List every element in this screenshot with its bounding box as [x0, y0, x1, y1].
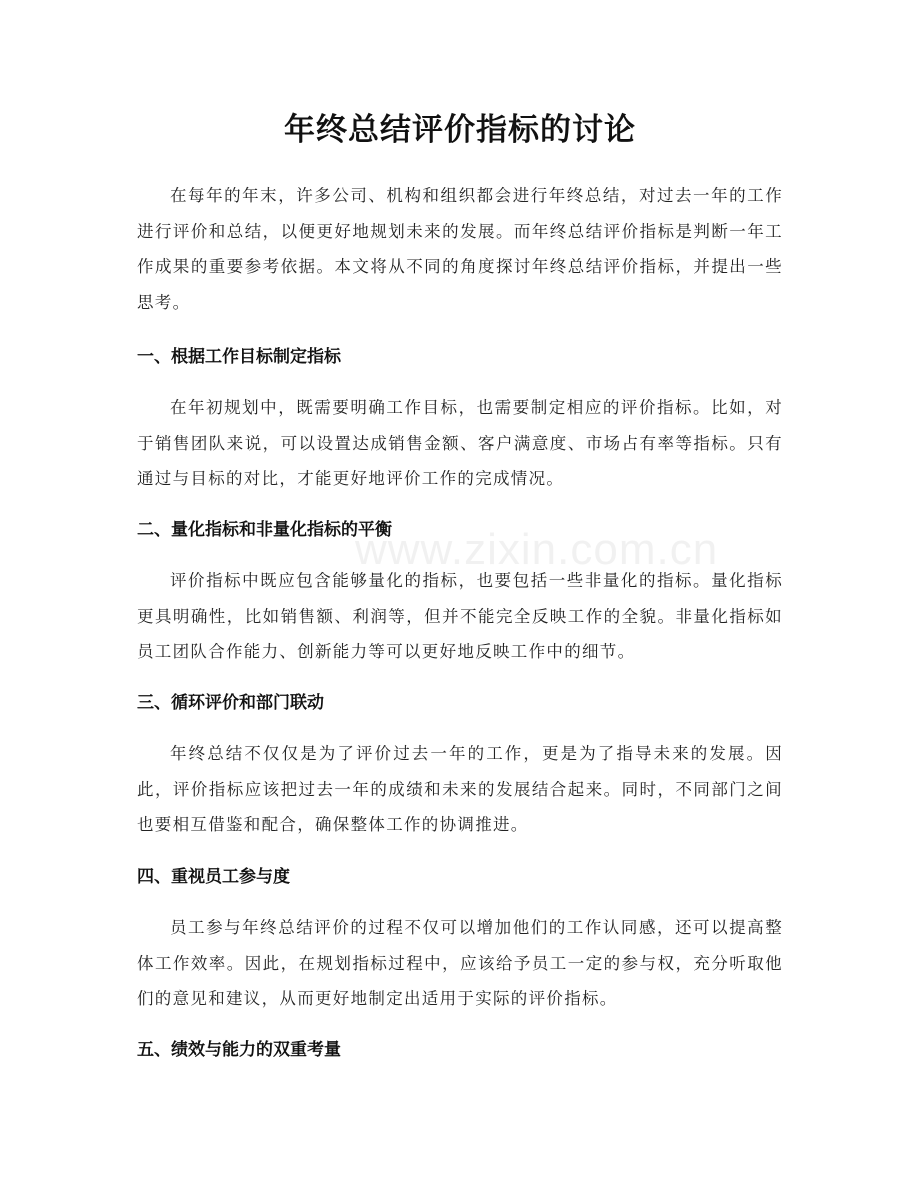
section-heading-2: 二、量化指标和非量化指标的平衡	[137, 520, 392, 540]
section-heading-4: 四、重视员工参与度	[137, 867, 290, 887]
section-body-2: 评价指标中既应包含能够量化的指标，也要包括一些非量化的指标。量化指标更具明确性，比如销售额、利润等，但并不能完全反映工作的全貌。非量化指标如员工团队合作能力、创新能力等可以更好地反映工作中的细节。	[137, 571, 783, 661]
section-body-3: 年终总结不仅仅是为了评价过去一年的工作，更是为了指导未来的发展。因此，评价指标应该把过去一年的成绩和未来的发展结合起来。同时，不同部门之间也要相互借鉴和配合，确保整体工作的协调推进。	[137, 744, 783, 834]
section-heading-3: 三、循环评价和部门联动	[137, 693, 324, 713]
section-body-4: 员工参与年终总结评价的过程不仅可以增加他们的工作认同感，还可以提高整体工作效率。因此，在规划指标过程中，应该给予员工一定的参与权，充分听取他们的意见和建议，从而更好地制定出适用于实际的评价指标。	[137, 918, 783, 1008]
section-heading-1: 一、根据工作目标制定指标	[137, 347, 341, 367]
intro-paragraph: 在每年的年末，许多公司、机构和组织都会进行年终总结，对过去一年的工作进行评价和总结，以便更好地规划未来的发展。而年终总结评价指标是判断一年工作成果的重要参考依据。本文将从不同的角度探讨年终总结评价指标，并提出一些思考。	[137, 186, 783, 312]
section-heading-5: 五、绩效与能力的双重考量	[137, 1040, 341, 1060]
watermark: www.zixin.com.cn	[355, 525, 719, 574]
document-title: 年终总结评价指标的讨论	[284, 112, 636, 148]
section-body-1: 在年初规划中，既需要明确工作目标，也需要制定相应的评价指标。比如，对于销售团队来说，可以设置达成销售金额、客户满意度、市场占有率等指标。只有通过与目标的对比，才能更好地评价工作的完成情况。	[137, 398, 783, 488]
